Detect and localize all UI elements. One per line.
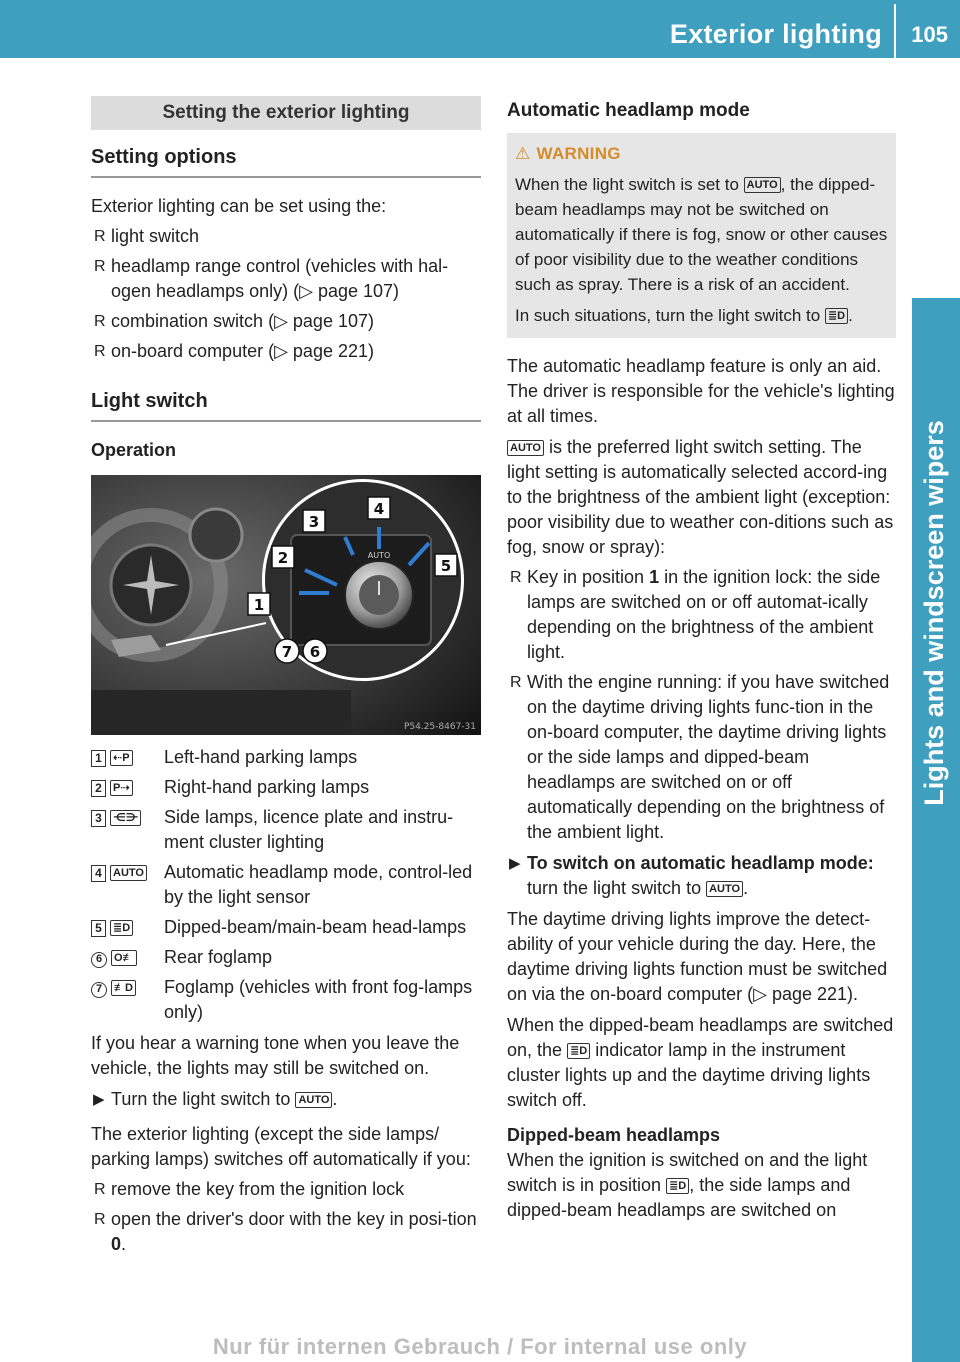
heading-operation: Operation [91,440,177,460]
bullet-icon: R [510,674,522,691]
callout-label-6: 6 [309,643,321,661]
legend-number: 6 [91,952,107,968]
setting-options-intro: Exterior lighting can be set using the: [91,196,387,216]
callout-label-5: 5 [440,557,452,575]
lamp-icon: O≢ [111,950,137,966]
list-item: R open the driver's door with the key in posi-tion 0. [94,1209,477,1254]
warning-tone-text: If you hear a warning tone when you leave the vehicle, the lights may still be switched on. [91,1033,460,1078]
photo-code: P54.25-8467-31 [403,722,476,732]
page-link[interactable]: combination switch (▷ page 107) [111,311,374,331]
list-item [91,254,481,304]
light-switch-photo [91,475,481,735]
legend-row [91,975,481,1025]
preferred-setting-text: AUTO is the preferred light switch setting. The light setting is automatically selected accord-ing to the brightness of the ambient light (exception: poor visibility due to weather con-ditions such as fog, snow or spray): [507,437,894,557]
callout-label-1: 1 [253,596,265,614]
action-step: ▶ To switch on automatic headlamp mode: turn the light switch to AUTO . [509,853,874,898]
callout-label-7: 7 [281,643,293,661]
warning-box [507,133,896,338]
light-switch-illustration [91,475,481,735]
daytime-lights-text: The daytime driving lights improve the detect-ability of your vehicle during the day. Here, the daytime driving lights function must be switched on via the on-board computer (▷ page 221). [507,909,888,1004]
list-item: R With the engine running: if you have switched on the daytime driving lights func-tion in the on-board computer, the daytime driving lights or the side lamps and dipped-beam headlamps are switched on or off automatically depending on the brightness of the ambient light. [510,672,890,842]
page-number: 105 [911,22,948,47]
arrow-icon: ▶ [509,855,521,872]
header-bar [0,0,960,58]
chapter-title: Exterior lighting [669,19,882,49]
footer-watermark: Nur für internen Gebrauch / For internal use only [212,1334,748,1359]
legend-key [91,805,164,855]
legend-number: 3 [91,810,106,827]
auto-icon: AUTO [295,1092,332,1108]
legend-row [91,860,481,910]
list-item: R remove the key from the ignition lock [91,1177,481,1202]
legend-number: 1 [91,750,106,767]
side-tab-label-box [910,413,958,813]
auto-icon: AUTO [744,177,781,193]
callout-label-4: 4 [373,500,385,518]
bullet-icon: R [94,258,106,275]
legend-key [91,915,164,940]
lamp-icon: ⇠P [110,750,133,766]
dipped-beam-icon: ≣D [567,1043,590,1059]
callout-label-3: 3 [308,513,320,531]
legend-number: 2 [91,780,106,797]
auto-icon: AUTO [507,440,544,456]
legend-text: Right-hand parking lamps [164,777,370,797]
legend-key [91,745,164,770]
legend-number: 7 [91,982,107,998]
indicator-lamp-text: When the dipped-beam headlamps are switched on, the ≣D indicator lamp in the instrument cluster lights up and the daytime driving lights switch off. [507,1015,894,1110]
legend-row [91,805,481,855]
left-column [91,96,481,1257]
right-column [507,96,896,1223]
legend-row [91,775,481,800]
warning-triangle-icon: ⚠ [515,144,531,163]
dipped-beam-icon: ≣D [825,308,848,324]
heading-automatic-headlamp-mode: Automatic headlamp mode [507,100,750,121]
bullet-icon: R [94,228,106,245]
legend-text: Side lamps, licence plate and instru-ment cluster lighting [164,807,454,852]
legend-text: Rear foglamp [164,947,273,967]
header-divider [894,4,896,58]
dial-auto-text: AUTO [367,551,391,560]
side-tab-label: Lights and windscreen wipers [919,420,949,806]
legend-key [91,975,164,1025]
legend-text: Foglamp (vehicles with front fog-lamps only) [164,977,473,1022]
auto-icon: AUTO [706,881,743,897]
section-banner: Setting the exterior lighting [91,96,481,130]
legend-key [91,775,164,800]
lamp-icon: ≣D [110,920,133,936]
bullet-icon: R [510,569,522,586]
legend-key [91,860,164,910]
lamp-icon: ≢D [111,980,136,996]
legend-number: 4 [91,865,106,882]
legend-text: Dipped-beam/main-beam head-lamps [164,917,467,937]
heading-light-switch: Light switch [91,380,481,422]
warning-text: When the light switch is set to AUTO , the dipped-beam headlamps may not be switched on automatically if there is fog, snow or other causes of poor visibility due to the weather conditions such as spray. There is a risk of an accident. [515,175,888,294]
heading-setting-options: Setting options [91,136,481,178]
legend-row [91,945,481,970]
warning-header: ⚠ WARNING [515,141,888,166]
legend-row [91,745,481,770]
dipped-beam-text: When the ignition is switched on and the light switch is in position ≣D , the side lamps and dipped-beam headlamps are switched on [507,1150,868,1220]
legend-number: 5 [91,920,106,937]
list-item: R light switch [91,224,481,249]
bullet-icon: R [94,1211,106,1228]
lamp-icon: AUTO [110,865,147,881]
auto-off-intro: The exterior lighting (except the side lamps/ parking lamps) switches off automatically if you: [91,1124,471,1169]
page-link[interactable]: headlamp range control (vehicles with hal-ogen headlamps only) (▷ page 107) [111,256,449,301]
list-item [91,309,481,334]
list-item [91,339,481,364]
action-step: ▶ Turn the light switch to AUTO . [91,1087,481,1112]
legend-row [91,915,481,940]
legend-text: Automatic headlamp mode, control-led by the light sensor [164,862,473,907]
legend-list [91,745,481,1025]
bullet-icon: R [94,343,106,360]
arrow-icon: ▶ [93,1091,105,1108]
dipped-beam-icon: ≣D [666,1178,689,1194]
lamp-icon: P⇢ [110,780,133,796]
aid-text: The automatic headlamp feature is only an aid. The driver is responsible for the vehicle's lighting at all times. [507,356,895,426]
lamp-icon: ⋲⋺ [110,810,141,826]
bullet-icon: R [94,313,106,330]
bullet-icon: R [94,1181,106,1198]
legend-key [91,945,164,970]
page-link[interactable]: on-board computer (▷ page 221) [111,341,374,361]
legend-text: Left-hand parking lamps [164,747,358,767]
warning-advice: In such situations, turn the light switch to ≣D . [515,306,853,325]
callout-label-2: 2 [277,549,289,567]
heading-dipped-beam: Dipped-beam headlamps [507,1125,721,1145]
list-item: R Key in position 1 in the ignition lock: the side lamps are switched on or off automat-ically depending on the brightness of the ambient light. [510,567,881,662]
